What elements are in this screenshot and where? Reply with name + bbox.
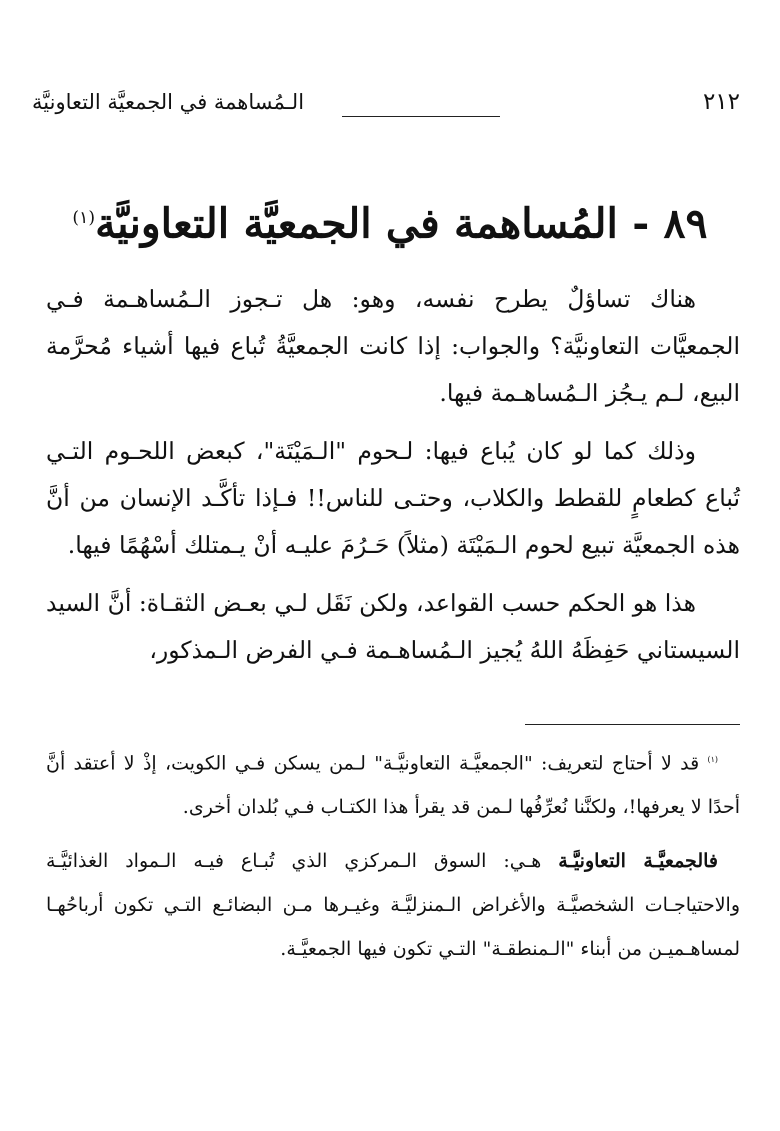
chapter-title-text: المُساهمة في الجمعيَّة التعاونيَّة [95, 199, 618, 248]
paragraph-1: هناك تساؤلٌ يطرح نفسه، وهو: هل تـجوز الـمُساهـمة فـي الجمعيَّات التعاونيَّة؟ والجواب: إذا كانت الجمعيَّةُ تُباع فيها أشياء مُحرَّمة البيع، لـم يـجُز الـمُساهـمة فيها. [46, 285, 740, 407]
chapter-footnote-ref: (١) [72, 208, 96, 228]
paragraph-3: هذا هو الحكم حسب القواعد، ولكن نَقَل لـي بعـض الثقـاة: أنَّ السيد السيستاني حَفِظَهُ اللهُ يُجيز الـمُساهـمة فـي الفرض الـمذكور، [46, 589, 740, 664]
header-rule [342, 116, 500, 117]
definition-term: فالجمعيَّـة التعاونيَّـة [558, 850, 718, 873]
chapter-dash: - [632, 199, 650, 248]
chapter-number: ٨٩ [663, 199, 708, 248]
paragraph-2: وذلك كما لو كان يُباع فيها: لـحوم "الـمَيْتَة"، كبعض اللحـوم التـي تُباع كطعامٍ للقطط والكلاب، وحتـى للناس!! فـإذا تأكَّـد الإنسان من أنَّ هذه الجمعيَّة تبيع لحوم الـمَيْتَة (مثلاً) حَـرُمَ عليـه أنْ يـمتلك أسْهُمًا فيها. [46, 437, 740, 559]
page-number: ٢١٢ [702, 89, 740, 115]
chapter-title [0, 188, 780, 254]
page-header [32, 86, 740, 126]
definition-text: هـي: السوق الـمركزي الذي تُبـاع فيـه الـمواد الغذائيَّـة والاحتياجـات الشخصيَّـة والأغراض الـمنزليَّـة وغيـرها مـن البضائـع التـي تكون أرباحُهـا لمساهـميـن من أبناء "الـمنطقـة" التـي تكون فيها الجمعيَّـة. [46, 850, 740, 961]
footnotes [46, 738, 740, 981]
running-title: الـمُساهمة في الجمعيَّة التعاونيَّة [32, 90, 305, 114]
footnote-1 [46, 738, 740, 829]
footnote-1-text: قد لا أحتاج لتعريف: "الجمعيَّـة التعاونيَّـة" لـمن يسكن فـي الكويت، إذْ لا أعتقد أنَّ أحدًا لا يعرفها!، ولكنَّنا نُعرِّفُها لـمن قد يقرأ هذا الكتـاب فـي بُلدان أخرى. [46, 752, 740, 819]
body-text [46, 276, 740, 685]
footnote-definition [46, 839, 740, 971]
footnote-separator [525, 724, 740, 725]
footnote-1-marker: (١) [707, 755, 719, 764]
